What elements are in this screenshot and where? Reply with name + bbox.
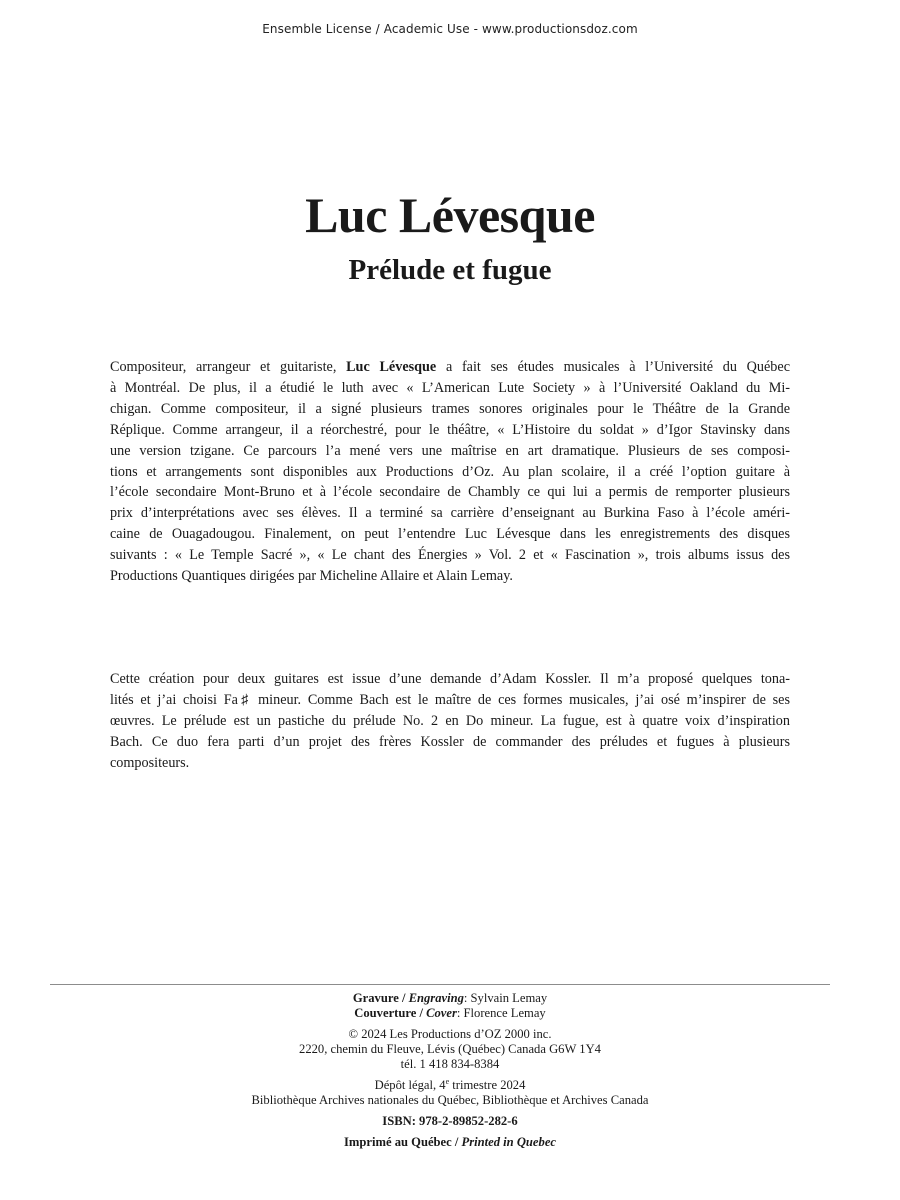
work-title: Prélude et fugue	[348, 254, 552, 286]
bio-line: Réplique. Comme arrangeur, il a réorchestré, pour le théâtre, « L’Histoire du soldat » d’Igor Stavinsky dans	[110, 421, 790, 438]
engraving-credit: Gravure / Engraving: Sylvain Lemay	[352, 991, 548, 1005]
bio-composer-name: Luc Lévesque	[346, 359, 437, 375]
bio-line: à Montréal. De plus, il a étudié le luth avec « L’American Lute Society » à l’Université Oakland du Mi-	[110, 379, 790, 396]
note-line: compositeurs.	[110, 754, 190, 771]
bio-line: Productions Quantiques dirigées par Micheline Allaire et Alain Lemay.	[110, 568, 513, 585]
publisher-phone: tél. 1 418 834-8384	[400, 1057, 500, 1071]
composer-biography	[110, 357, 790, 587]
note-line: lités et j’ai choisi Fa♯ mineur. Comme Bach est le maître de ces formes musicales, j’ai osé m’inspirer de ses	[110, 691, 790, 708]
library-archives: Bibliothèque Archives nationales du Québec, Bibliothèque et Archives Canada	[251, 1093, 649, 1107]
copyright-line: © 2024 Les Productions d’OZ 2000 inc.	[348, 1027, 552, 1041]
note-line: Cette création pour deux guitares est issue d’une demande d’Adam Kossler. Il m’a proposé quelques tona-	[110, 671, 790, 687]
license-notice: Ensemble License / Academic Use - www.productionsdoz.com	[262, 22, 638, 36]
isbn: ISBN: 978-2-89852-282-6	[382, 1114, 518, 1128]
bio-line: une version tzigane. Ce parcours l’a mené vers une maîtrise en art dramatique. Plusieurs de ses composi-	[110, 442, 790, 459]
work-note	[110, 669, 790, 774]
note-line: Bach. Ce duo fera parti d’un projet des frères Kossler de commander des préludes et fugues à plusieurs	[110, 733, 790, 750]
bio-line: suivants : « Le Temple Sacré », « Le chant des Énergies » Vol. 2 et « Fascination », trois albums issus des	[110, 547, 790, 564]
bio-line: chigan. Comme compositeur, il a signé plusieurs trames sonores originales pour le Théâtre de la Grande	[110, 400, 790, 417]
cover-credit: Couverture / Cover: Florence Lemay	[354, 1006, 546, 1020]
bio-line: Compositeur, arrangeur et guitariste, Luc Lévesque a fait ses études musicales à l’Université du Québec	[110, 359, 790, 375]
legal-deposit: Dépôt légal, 4e trimestre 2024	[374, 1076, 526, 1092]
bio-line: l’école secondaire Mont-Bruno et à l’école secondaire de Chambly ce qui lui a permis de remporter plusieurs	[110, 484, 790, 501]
note-line: œuvres. Le prélude est un pastiche du prélude No. 2 en Do mineur. La fugue, est à quatre voix d’inspiration	[110, 712, 790, 729]
composer-name: Luc Lévesque	[305, 187, 595, 243]
publication-credits	[0, 991, 900, 1150]
bio-line: tions et arrangements sont disponibles aux Productions d’Oz. Au plan scolaire, il a créé l’option guitare à	[110, 463, 790, 480]
bio-line: prix d’interprétations avec ses élèves. Il a terminé sa carrière d’enseignant au Burkina Faso à l’école améri-	[110, 505, 790, 522]
footer-divider	[50, 984, 830, 985]
printed-in: Imprimé au Québec / Printed in Quebec	[344, 1135, 556, 1149]
publisher-address: 2220, chemin du Fleuve, Lévis (Québec) Canada G6W 1Y4	[299, 1042, 601, 1056]
bio-line: caine de Ouagadougou. Finalement, on peut l’entendre Luc Lévesque dans les enregistrements des disques	[110, 526, 790, 543]
